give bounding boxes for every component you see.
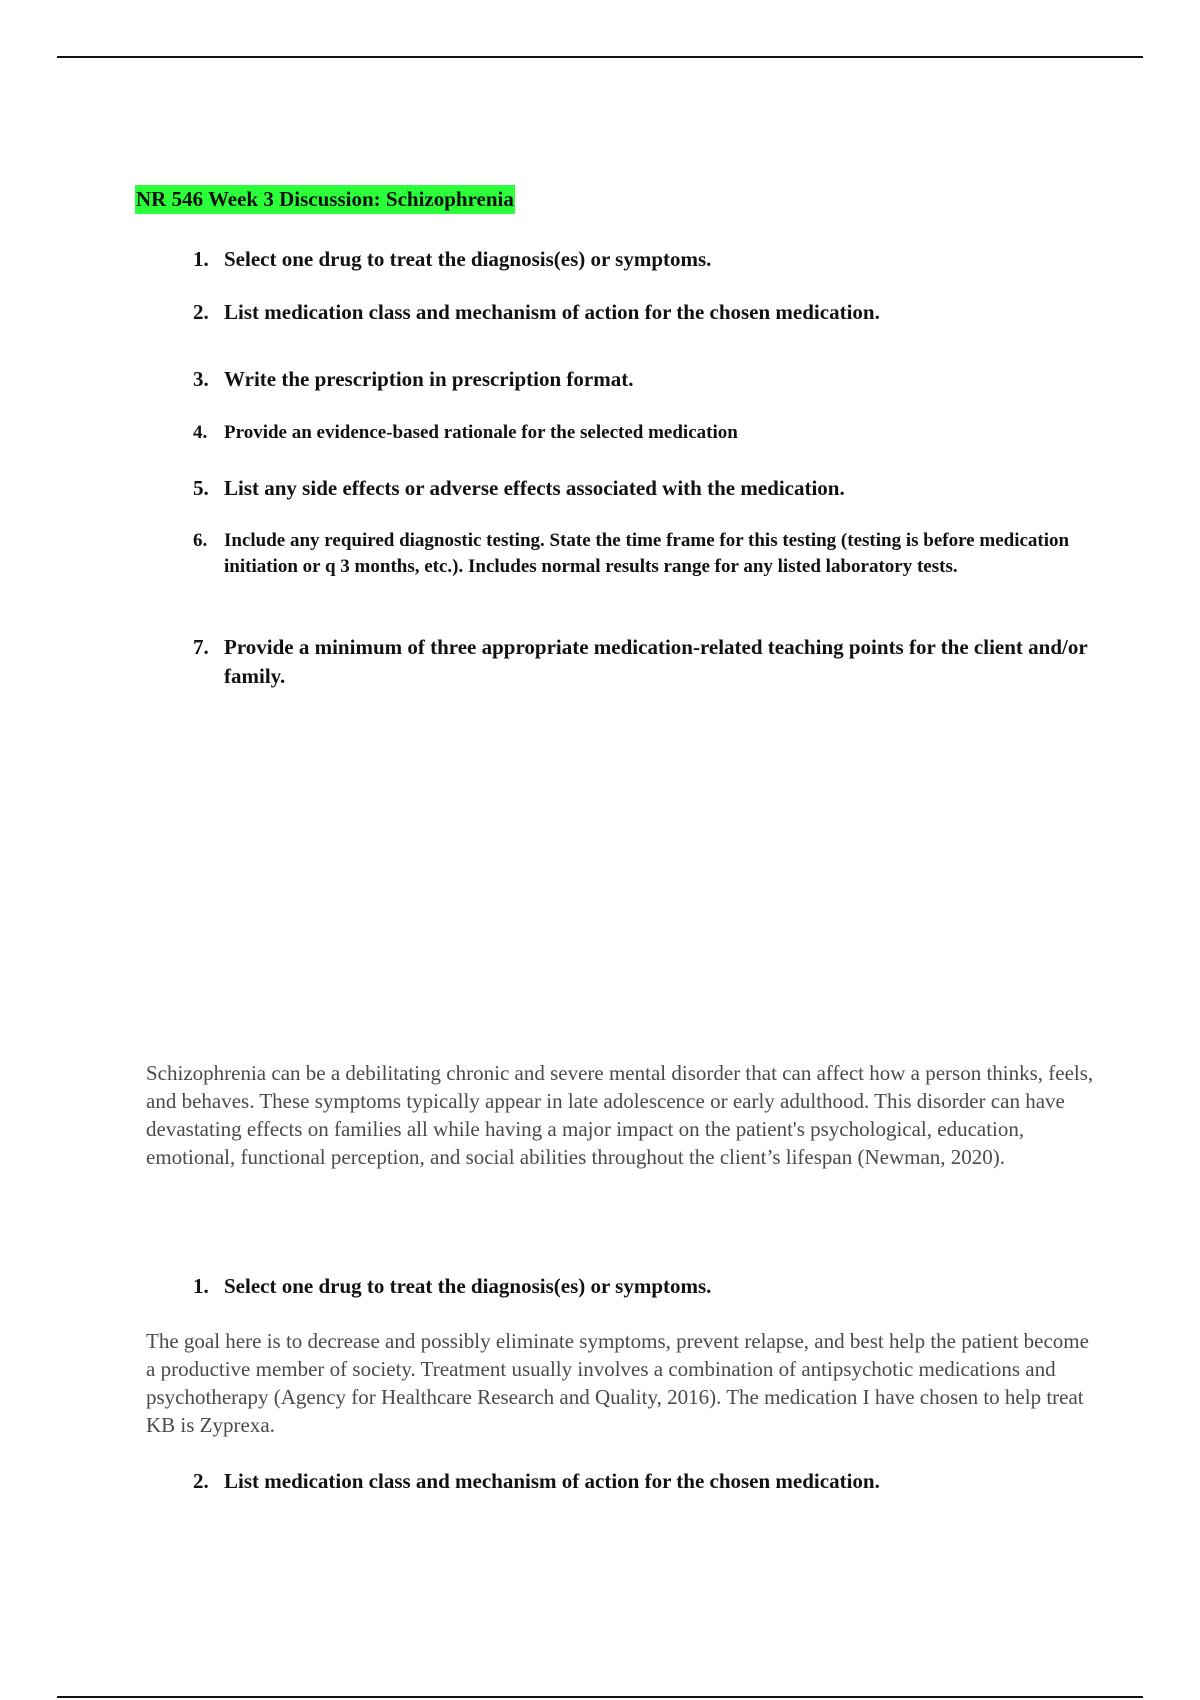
question-text: List medication class and mechanism of action for the chosen medication. [224,300,880,324]
question-text: List any side effects or adverse effects associated with the medication. [224,476,845,500]
question-text: Provide an evidence-based rationale for the selected medication [224,422,738,443]
question-item-4 [193,420,1103,446]
question-item-1 [193,245,1103,274]
question-text: List medication class and mechanism of action for the chosen medication. [224,1469,880,1493]
question-text: Select one drug to treat the diagnosis(es) or symptoms. [224,1274,712,1298]
header-rule [57,56,1143,58]
footer-rule [57,1696,1143,1698]
question-number: 6. [193,530,208,551]
answer-heading-1 [193,1272,1103,1301]
question-number: 2. [193,300,209,324]
question-number: 2. [193,1469,209,1493]
question-number: 5. [193,476,209,500]
question-text: Write the prescription in prescription format. [224,367,634,391]
question-item-5 [193,474,1103,503]
question-text: Include any required diagnostic testing. State the time frame for this testing (testing is before medication initiation or q 3 months, etc.). Includes normal results range for any listed laboratory tests. [224,530,1070,577]
question-number: 4. [193,422,208,443]
question-number: 3. [193,367,209,391]
answer-heading-2 [193,1467,1103,1496]
question-text: Select one drug to treat the diagnosis(es) or symptoms. [224,247,712,271]
question-number: 7. [193,635,209,659]
question-item-6 [193,528,1103,580]
question-item-3 [193,365,1103,394]
question-number: 1. [193,247,209,271]
question-item-7 [193,633,1103,691]
question-item-2 [193,298,1103,327]
intro-paragraph: Schizophrenia can be a debilitating chronic and severe mental disorder that can affect how a person thinks, feels, and behaves. These symptoms typically appear in late adolescence or early adulthood. This disorder can have devastating effects on families all while having a major impact on the patient's psychological, education, emotional, functional perception, and social abilities throughout the client’s lifespan (Newman, 2020). [146,1061,1094,1169]
question-number: 1. [193,1274,209,1298]
question-text: Provide a minimum of three appropriate medication-related teaching points for the client and/or family. [224,635,1088,688]
answer-paragraph-1: The goal here is to decrease and possibly eliminate symptoms, prevent relapse, and best help the patient become a productive member of society. Treatment usually involves a combination of antipsychotic medications and psychotherapy (Agency for Healthcare Research and Quality, 2016). The medication I have chosen to help treat KB is Zyprexa. [146,1329,1089,1437]
document-title: NR 546 Week 3 Discussion: Schizophrenia [135,185,515,214]
